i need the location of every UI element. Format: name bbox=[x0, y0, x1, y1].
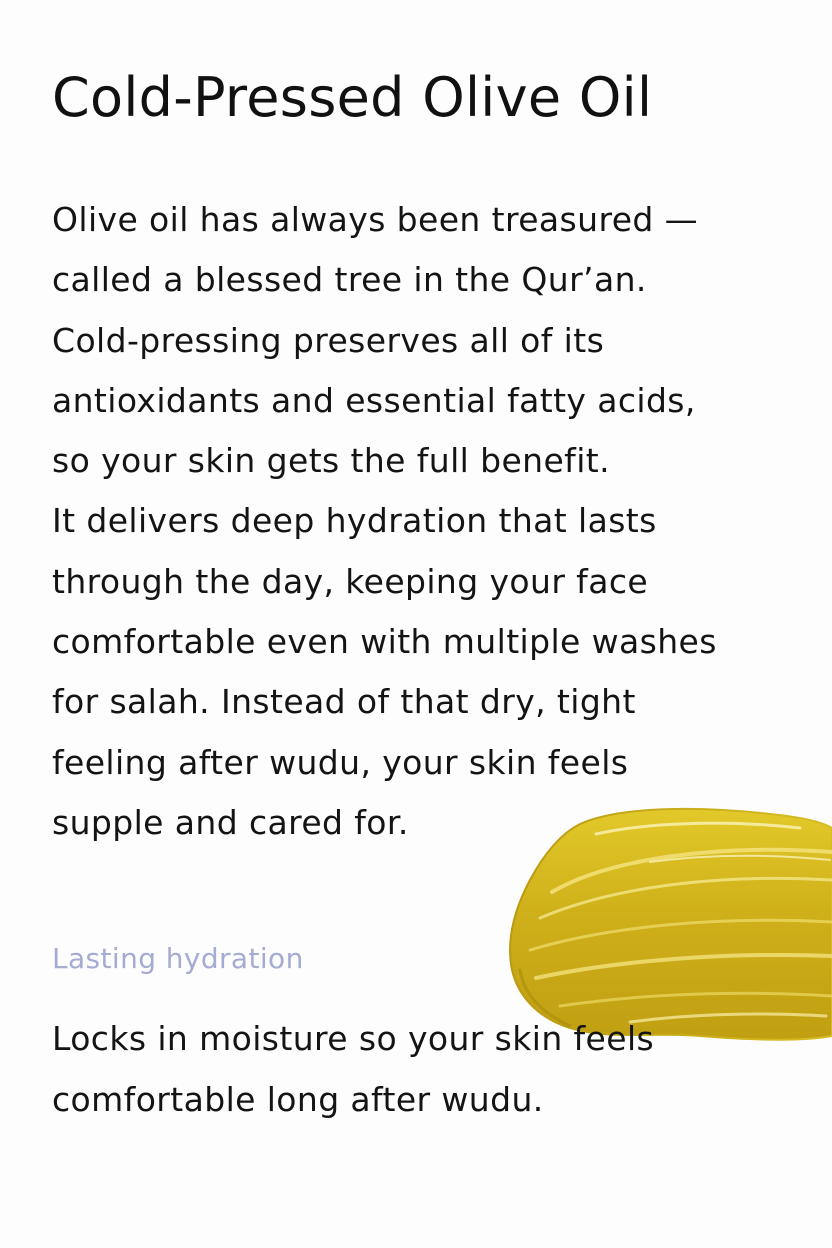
page-title: Cold-Pressed Olive Oil bbox=[52, 66, 653, 129]
intro-line: antioxidants and essential fatty acids, bbox=[52, 380, 696, 420]
intro-line: comfortable even with multiple washes bbox=[52, 622, 717, 662]
feature-description bbox=[52, 1009, 812, 1130]
product-description bbox=[52, 60, 812, 1130]
intro-line: Cold-pressing preserves all of its bbox=[52, 320, 605, 360]
intro-paragraph bbox=[52, 190, 812, 853]
intro-line: so your skin gets the full benefit. bbox=[52, 441, 611, 481]
feature-label: Lasting hydration bbox=[52, 942, 304, 976]
intro-line: for salah. Instead of that dry, tight bbox=[52, 682, 636, 722]
intro-line: supple and cared for. bbox=[52, 802, 409, 842]
intro-line: feeling after wudu, your skin feels bbox=[52, 742, 629, 782]
intro-line: through the day, keeping your face bbox=[52, 561, 649, 601]
intro-line: It delivers deep hydration that lasts bbox=[52, 501, 657, 541]
intro-line: called a blessed tree in the Qur’an. bbox=[52, 260, 647, 300]
intro-line: Olive oil has always been treasured — bbox=[52, 200, 699, 239]
feature-line: comfortable long after wudu. bbox=[52, 1079, 544, 1119]
feature-line: Locks in moisture so your skin feels bbox=[52, 1019, 655, 1059]
